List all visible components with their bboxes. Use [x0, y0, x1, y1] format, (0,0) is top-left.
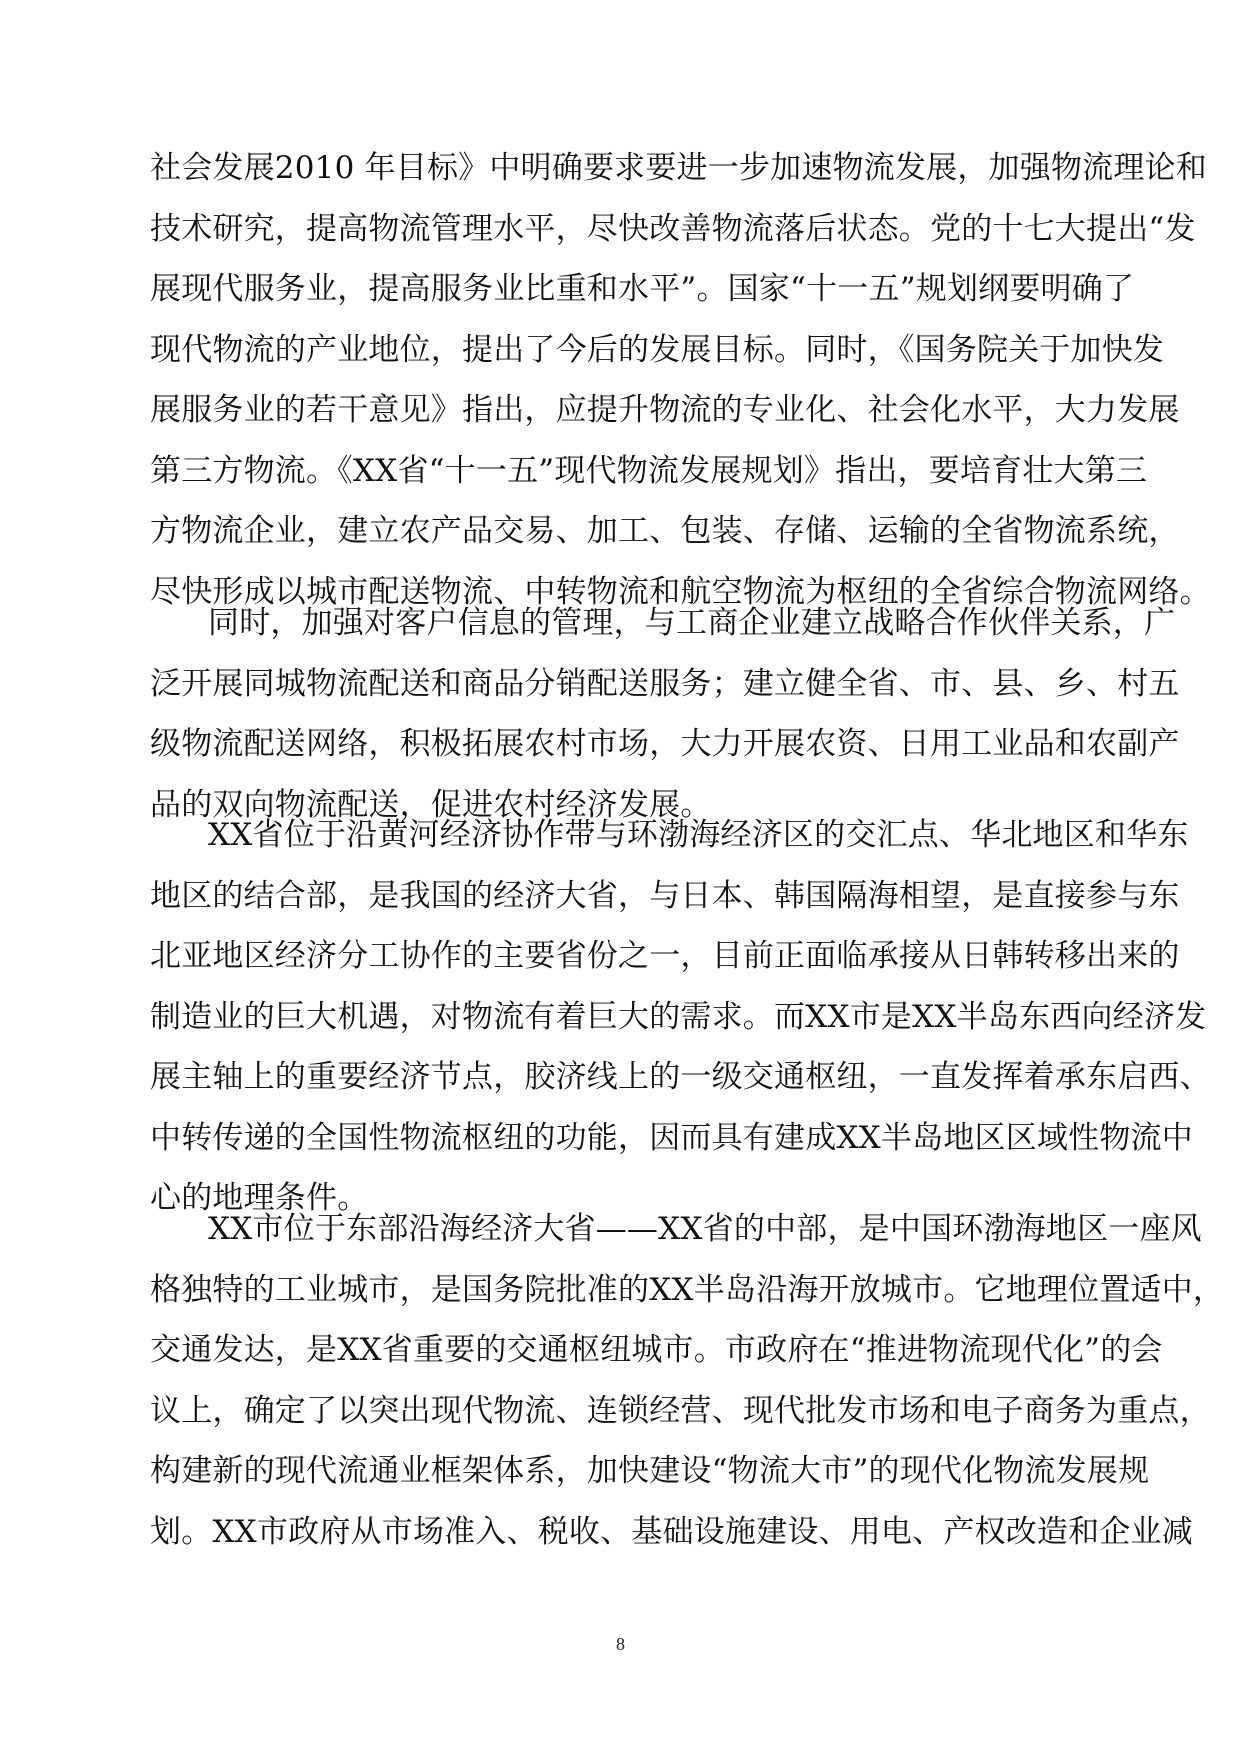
paragraph-line: 社会发展2010 年目标》中明确要求要进一步加速物流发展，加强物流理论和	[150, 150, 1207, 186]
paragraph-line: 级物流配送网络，积极拓展农村市场，大力开展农资、日用工业品和农副产	[150, 726, 1180, 762]
paragraph-line: 技术研究，提高物流管理水平，尽快改善物流落后状态。党的十七大提出“发	[150, 210, 1196, 247]
paragraph-line: 尽快形成以城市配送物流、中转物流和航空物流为枢纽的全省综合物流网络。	[150, 573, 1211, 610]
paragraph-line: 品的双向物流配送，促进农村经济发展。	[150, 786, 712, 823]
paragraph-first-line: XX市位于东部沿海经济大省——XX省的中部，是中国环渤海地区一座风	[208, 1211, 1202, 1247]
paragraph-line: 交通发达，是XX省重要的交通枢纽城市。市政府在“推进物流现代化”的会	[150, 1332, 1163, 1368]
paragraph-line: 格独特的工业城市，是国务院批准的XX半岛沿海开放城市。它地理位置适中，	[150, 1271, 1225, 1308]
page-number: 8	[616, 1634, 625, 1654]
paragraph-line: 制造业的巨大机遇，对物流有着巨大的需求。而XX市是XX半岛东西向经济发	[150, 998, 1207, 1035]
paragraph-line: 泛开展同城物流配送和商品分销配送服务；建立健全省、市、县、乡、村五	[150, 665, 1180, 702]
paragraph-line: 现代物流的产业地位，提出了今后的发展目标。同时，《国务院关于加快发	[150, 331, 1165, 368]
paragraph-line: 方物流企业，建立农产品交易、加工、包装、存储、运输的全省物流系统，	[150, 513, 1180, 549]
paragraph-line: 展主轴上的重要经济节点，胶济线上的一级交通枢纽，一直发挥着承东启西、	[150, 1059, 1211, 1095]
paragraph-line: 划。XX市政府从市场准入、税收、基础设施建设、用电、产权改造和企业减	[150, 1513, 1193, 1550]
paragraph-1	[150, 138, 1211, 622]
paragraph-first-line: 同时，加强对客户信息的管理，与工商企业建立战略合作伙伴关系，广	[208, 605, 1176, 641]
paragraph-line: 展服务业的若干意见》指出，应提升物流的专业化、社会化水平，大力发展	[150, 392, 1180, 428]
paragraph-4	[150, 1199, 1225, 1562]
paragraph-line: 议上，确定了以突出现代物流、连锁经营、现代批发市场和电子商务为重点，	[150, 1392, 1211, 1429]
paragraph-first-line: XX省位于沿黄河经济协作带与环渤海经济区的交汇点、华北地区和华东	[208, 817, 1189, 853]
paragraph-line: 地区的结合部，是我国的经济大省，与日本、韩国隔海相望，是直接参与东	[150, 877, 1180, 914]
paragraph-2	[150, 593, 1180, 835]
paragraph-line: 构建新的现代流通业框架体系，加快建设“物流大市”的现代化物流发展规	[150, 1453, 1150, 1489]
paragraph-line: 第三方物流。《XX省“十一五”现代物流发展规划》指出，要培育壮大第三	[150, 452, 1148, 489]
paragraph-line: 心的地理条件。	[150, 1180, 369, 1216]
paragraph-line: 中转传递的全国性物流枢纽的功能，因而具有建成XX半岛地区区域性物流中	[150, 1119, 1193, 1156]
paragraph-line: 北亚地区经济分工协作的主要省份之一，目前正面临承接从日韩转移出来的	[150, 938, 1180, 974]
paragraph-line: 展现代服务业，提高服务业比重和水平”。国家“十一五”规划纲要明确了	[150, 271, 1135, 307]
